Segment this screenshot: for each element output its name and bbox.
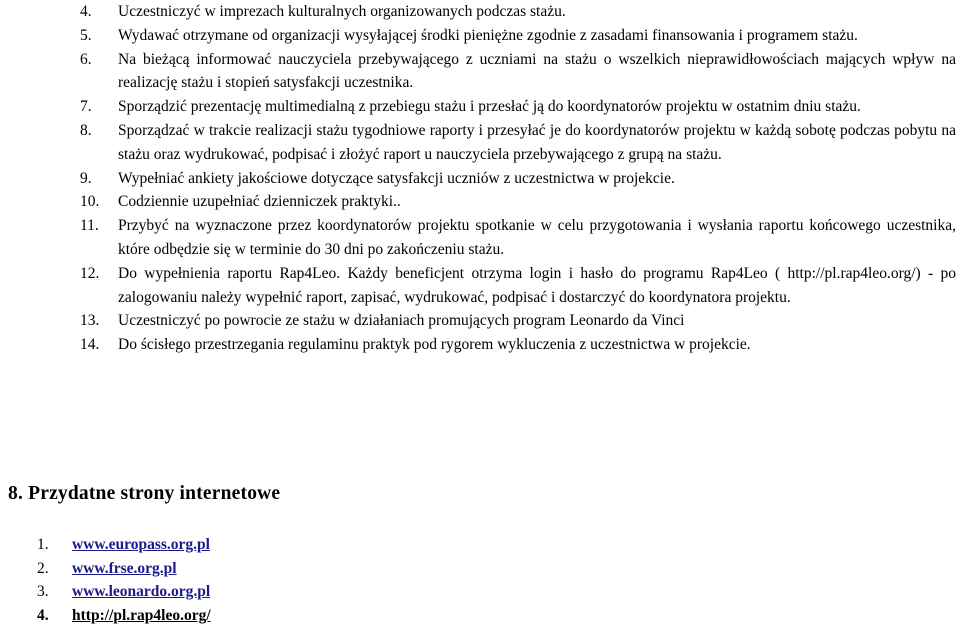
list-item xyxy=(80,48,956,96)
leonardo-link[interactable]: www.leonardo.org.pl xyxy=(72,580,210,604)
list-item-text: Sporządzić prezentację multimedialną z przebiegu stażu i przesłać ją do koordynatorów projektu w ostatnim dniu stażu. xyxy=(118,95,956,119)
link-item xyxy=(37,580,211,604)
link-item xyxy=(37,557,211,581)
list-item-text: Sporządzać w trakcie realizacji stażu tygodniowe raporty i przesyłać je do koordynatorów projektu w każdą sobotę podczas pobytu na stażu oraz wydrukować, podpisać i złożyć raport u nauczyciela przebywającego z grupą na stażu. xyxy=(118,119,956,167)
link-item xyxy=(37,604,211,627)
list-item-text: Codziennie uzupełniać dzienniczek praktyki.. xyxy=(118,190,956,214)
list-item-number: 6. xyxy=(80,48,118,96)
link-item xyxy=(37,533,211,557)
list-item-text: Przybyć na wyznaczone przez koordynatorów projektu spotkanie w celu przygotowania i wysłania raportu końcowego uczestnika, które odbędzie się w terminie do 30 dni po zakończeniu stażu. xyxy=(118,214,956,262)
links-list xyxy=(37,533,211,627)
list-item xyxy=(80,167,956,191)
list-item xyxy=(80,24,956,48)
list-item-number: 11. xyxy=(80,214,118,262)
list-item-text: Do ścisłego przestrzegania regulaminu praktyk pod rygorem wykluczenia z uczestnictwa w projekcie. xyxy=(118,333,956,357)
europass-link[interactable]: www.europass.org.pl xyxy=(72,533,210,557)
list-item-number: 4. xyxy=(80,0,118,24)
list-item-number: 9. xyxy=(80,167,118,191)
list-item-number: 10. xyxy=(80,190,118,214)
link-number: 1. xyxy=(37,533,72,557)
section-heading: 8. Przydatne strony internetowe xyxy=(8,483,280,505)
list-item xyxy=(80,333,956,357)
list-item-text: Wypełniać ankiety jakościowe dotyczące satysfakcji uczniów z uczestnictwa w projekcie. xyxy=(118,167,956,191)
list-item-text: Uczestniczyć po powrocie ze stażu w działaniach promujących program Leonardo da Vinci xyxy=(118,309,956,333)
list-item-text: Wydawać otrzymane od organizacji wysyłającej środki pieniężne zgodnie z zasadami finansowania i programem stażu. xyxy=(118,24,956,48)
rap4leo-link[interactable]: http://pl.rap4leo.org/ xyxy=(72,604,211,627)
list-item-text: Uczestniczyć w imprezach kulturalnych organizowanych podczas stażu. xyxy=(118,0,956,24)
list-item-number: 14. xyxy=(80,333,118,357)
list-item xyxy=(80,95,956,119)
link-number: 4. xyxy=(37,604,72,627)
list-item-text: Do wypełnienia raportu Rap4Leo. Każdy beneficjent otrzyma login i hasło do programu Rap4Leo ( http://pl.rap4leo.org/) - po zalogowaniu należy wypełnić raport, zapisać, wydrukować, podpisać i dostarczyć do koordynatora projektu. xyxy=(118,262,956,310)
list-item xyxy=(80,119,956,167)
list-item xyxy=(80,214,956,262)
obligations-list xyxy=(80,0,956,357)
link-number: 3. xyxy=(37,580,72,604)
frse-link[interactable]: www.frse.org.pl xyxy=(72,557,177,581)
list-item xyxy=(80,309,956,333)
list-item-number: 7. xyxy=(80,95,118,119)
list-item xyxy=(80,190,956,214)
list-item-number: 5. xyxy=(80,24,118,48)
list-item-number: 8. xyxy=(80,119,118,167)
list-item-number: 13. xyxy=(80,309,118,333)
link-number: 2. xyxy=(37,557,72,581)
list-item-number: 12. xyxy=(80,262,118,310)
list-item xyxy=(80,0,956,24)
list-item-text: Na bieżącą informować nauczyciela przebywającego z uczniami na stażu o wszelkich nieprawidłowościach mających wpływ na realizację stażu i stopień satysfakcji uczestnika. xyxy=(118,48,956,96)
list-item xyxy=(80,262,956,310)
